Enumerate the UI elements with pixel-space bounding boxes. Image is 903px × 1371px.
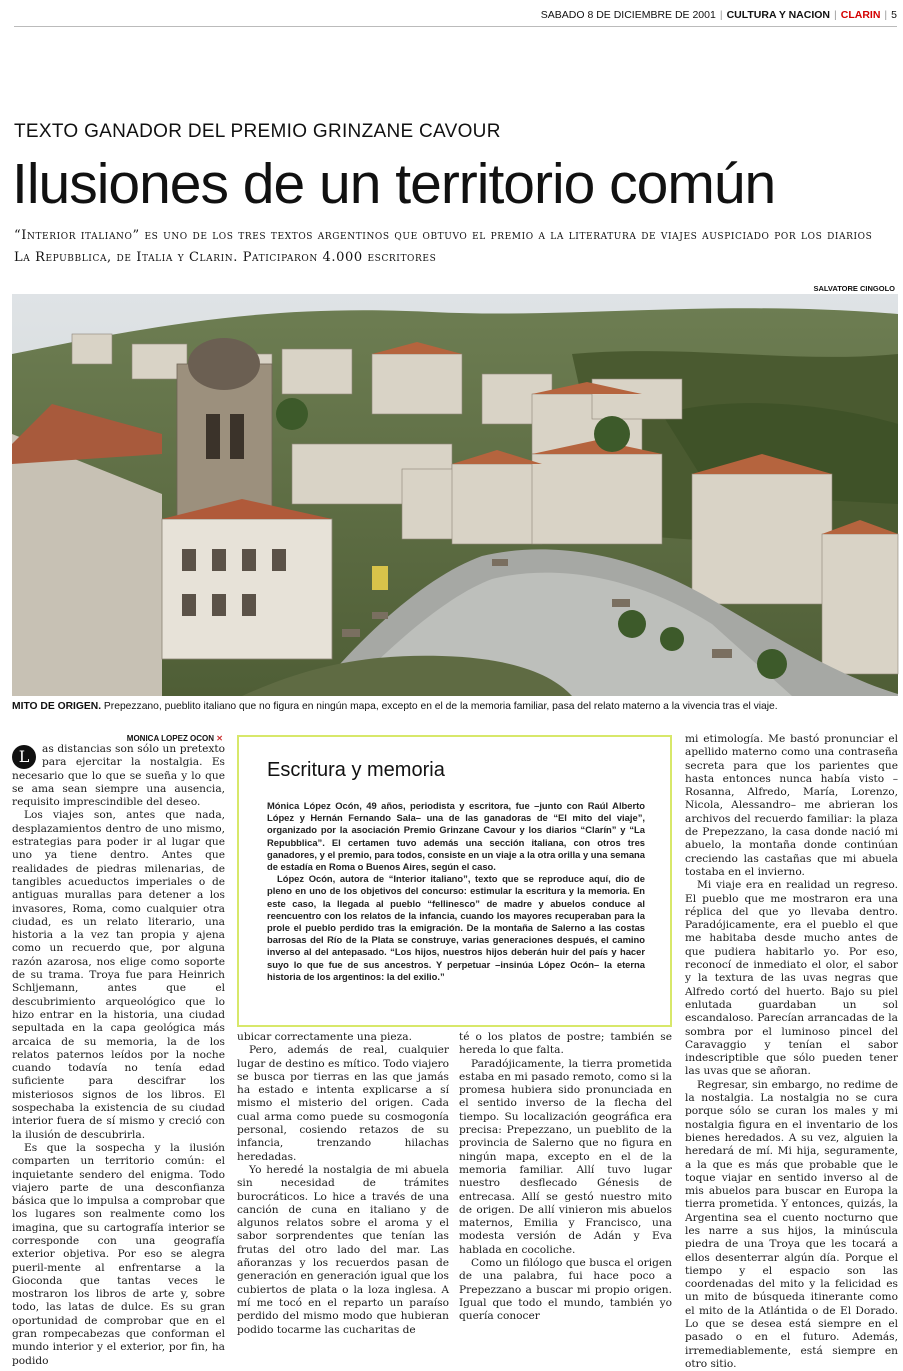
article-paragraph: té o los platos de postre; también se hereda lo que falta. — [459, 1031, 672, 1057]
article-paragraph: mi etimología. Me bastó pronunciar el apellido materno como una contraseña secreta para que los parientes que hasta entonces nunca había visto –Rosanna, Alfredo, María, Lorenzo, Nicola, Alessandro– me abrieran los archivos del recuerdo familiar: la plaza de Prepezzano, la casa donde nació mi abuelo, la montaña donde continúan creciendo las castañas que mi abuela tostaba en el invierno. — [685, 733, 898, 878]
article-paragraph: Pero, además de real, cualquier lugar de destino es mítico. Todo viajero se busca por tierras en las que jamás ha estado e intenta explicarse a sí mismo el misterio del origen. Cada cual arma como puede su cosmogonía personal, cosiendo retazos de su infancia, trenzando hilachas heredadas. — [237, 1044, 449, 1163]
article-paragraph: L as distancias son sólo un pretexto para ejercitar la nostalgia. Es necesario que lo que se sueña y lo que se ama sean siempre una ausencia, requisito imprescindible del deseo. — [12, 743, 225, 809]
sidebar-paragraph: Mónica López Ocón, 49 años, periodista y escritora, fue –junto con Raúl Alberto López y Hernán Fernando Sala– una de las ganadoras de “El mito del viaje”, organizado por la asociación Premio Grinzane Cavour y los diarios “Clarín” y “La Repubblica”. El certamen tuvo además una sección italiana, con otros tres ganadores, y el premio, para todos, consiste en un viaje a la otra orilla y una semana de estadía en Roma o Buenos Aires, según el caso. — [267, 800, 645, 873]
photo-caption — [12, 700, 898, 714]
photo-credit: SALVATORE CINGOLO — [813, 284, 895, 293]
header-brand: CLARIN — [840, 9, 881, 21]
article-paragraph: Paradójicamente, la tierra prometida estaba en mi pasado remoto, como si la promesa hubiera sido pronunciada en el sentido inverso de la flecha del tiempo. Su localización geográfica era precisa: Prepezzano, un pueblito de la provincia de Salerno que no figura en ningún mapa, excepto en el de la memoria familiar. Allí tuvo lugar nuestro desflecado Génesis de entrecasa. Allí se gestó nuestro mito de origen. De allí vinieron mis abuelos maternos, Emilia y Francisco, una modesta versión de Adán y Eva hablada en cocoliche. — [459, 1057, 672, 1256]
sidebar-box — [237, 735, 672, 1027]
caption-text: Prepezzano, pueblito italiano que no figura en ningún mapa, excepto en el de la memoria familiar, pasa del relato materno a la vivencia tras el viaje. — [101, 701, 778, 712]
header-date: SABADO 8 DE DICIEMBRE DE 2001 — [540, 9, 716, 21]
sidebar-paragraph: López Ocón, autora de “Interior italiano”, texto que se reproduce aquí, dio de pleno en uno de los objetivos del concurso: estimular la escritura y la memoria. En este caso, la llegada al pueblo “fellinesco” de madre y abuelos conduce al reencuentro con los relatos de la infancia, cuando los mayores recuperaban para la prole el pueblo perdido tras la emigración. De la montaña de Salerno a las costas barrosas del Río de la Plata se construye, varias generaciones después, el camino inverso al del antepasado. “Los hijos, nuestros hijos deberán huir del país y hacer suyo lo que fue de sus ancestros. Y perpetuar –insinúa López Ocón– la eterna historia de los argentinos: la del exilio.” — [267, 873, 645, 982]
article-paragraph: Como un filólogo que busca el origen de una palabra, fui hace poco a Prepezzano a buscar mi propio origen. Igual que todo el mundo, también yo quería conocer — [459, 1257, 672, 1323]
caption-lead: MITO DE ORIGEN. — [12, 701, 102, 712]
article-paragraph: Los viajes son, antes que nada, desplazamientos dentro de uno mismo, estrategias para poder ir al lugar que uno ya tiene dentro. Antes que realidades de piedras milenarias, de tangibles acueductos imperiales o de antiguas murallas para detener a los invasores, Roma, como cualquier otra ciudad, es un relato literario, una historia a la vez tan propia y ajena como un recuerdo que, por alguna razón azarosa, nos elige como soporte de su trama. Troya fue para Heinrich Schljemann, antes que el descubrimiento arqueológico que lo hizo entrar en la historia, una ciudad sepultada en la capa geológica más arcaica de su memoria, la de los relatos paternos leídos por la noche cuando todavía no tenía edad suficiente para descifrar los misteriosos signos de los libros. El sospechaba la existencia de su ciudad interior fuera de sí mismo y creció con la ilusión de descubrirla. — [12, 809, 225, 1141]
byline — [113, 734, 223, 743]
article-column-3 — [459, 1031, 672, 1323]
article-column-2 — [237, 1031, 449, 1336]
headline: Ilusiones de un territorio común — [12, 152, 776, 216]
dropcap: L — [12, 745, 36, 769]
article-paragraph: Yo heredé la nostalgia de mi abuela sin necesidad de trámites burocráticos. Lo hice a través de una canción de cuna en italiano y de algunos relatos sobre el aroma y el sabor sorprendentes que tenían las frutas del otro lado del mar. Las añoranzas y los recuerdos pasan de generación en generación igual que los cubiertos de plata o la loza inglesa. A mí me tocó en el reparto un paraíso perdido del mismo modo que hubieran podido tocarme las cucharitas de — [237, 1163, 449, 1336]
header-page-number: 5 — [891, 9, 897, 21]
article-column-1 — [12, 743, 225, 1367]
byline-author: MONICA LOPEZ OCON — [126, 734, 215, 743]
header-section: CULTURA Y NACION — [726, 9, 831, 21]
flag-icon: ✕ — [216, 734, 223, 743]
article-paragraph: Regresar, sin embargo, no redime de la nostalgia. La nostalgia no se cura porque sólo se curan los males y mi nostalgia figura en el inventario de los bienes heredados. A su vez, alguien la heredará de mí. Mi hija, seguramente, a la que es más que probable que le toque viajar en sentido inverso al de mis abuelos para buscar en Europa la tierra prometida. Y entonces, quizás, la Argentina sea el cuento nocturno que les narre a sus hijos, la minúscula piedra de una Troya que les tocará a ellos desenterrar algún día. Porque el tiempo y el espacio son las coordenadas del mito y la felicidad es un mito de búsqueda itinerante como el mito de la Atlántida o de El Dorado. Lo que se desea está siempre en el pasado o en el futuro. Además, irremediablemente, está siempre en otro sitio. — [685, 1078, 898, 1370]
article-column-4 — [685, 733, 898, 1370]
article-paragraph: Mi viaje era en realidad un regreso. El pueblo que me mostraron era una réplica del que yo llevaba dentro. Paradójicamente, era el pueblo el que me habitaba desde mucho antes de que pudiera habitarlo yo. Por eso, reconocí de inmediato el olor, el sabor y la textura de las uvas negras que Alfredo cortó del huerto. Bajo su piel enlutada guardaban un sol escandaloso. Parecían arrancadas de la sombra por el luminoso pincel del Caravaggio y tenían el sabor indescriptible que sólo pueden tener las uvas que se añoran. — [685, 879, 898, 1078]
deck: “Interior italiano” es uno de los tres textos argentinos que obtuvo el premio a la literatura de viajes auspiciado por los diarios La Repubblica, de Italia y Clarin. Paticiparon 4.000 escritores — [14, 228, 873, 265]
article-paragraph: Es que la sospecha y la ilusión comparten un territorio común: el inquietante sendero del enigma. Todo viajero parte de una desconfianza básica que lo impulsa a comprobar que los lugares son realmente como los imagina, que su cartografía interior se corresponde con una geografía exterior objetiva. Por eso se alegra pueril-mente al enfrentarse a la Gioconda que tantas veces le mostraron los libros de arte y, sobre todo, las latas de dulce. Es su gran oportunidad de comprobar que en el gran rompecabezas que conforman el mundo interior y el exterior, por fin, ha podido — [12, 1141, 225, 1367]
town-photo — [12, 294, 898, 696]
sidebar-body — [267, 800, 645, 983]
article-paragraph: ubicar correctamente una pieza. — [237, 1031, 412, 1043]
sidebar-title: Escritura y memoria — [267, 759, 445, 781]
page-header: SABADO 8 DE DICIEMBRE DE 2001 | CULTURA Y NACION | CLARIN | 5 — [14, 4, 897, 27]
kicker: TEXTO GANADOR DEL PREMIO GRINZANE CAVOUR — [14, 121, 501, 142]
